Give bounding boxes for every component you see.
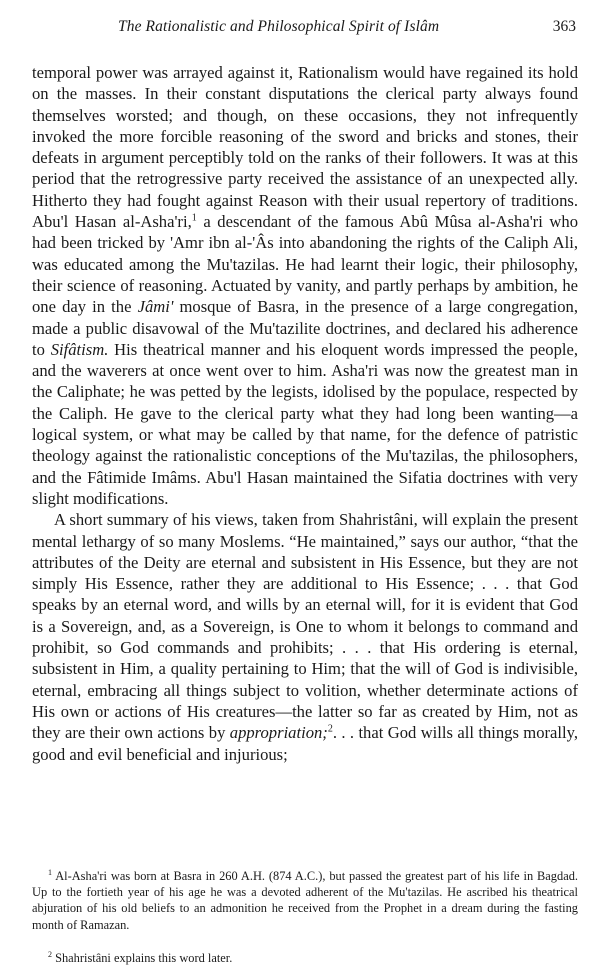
footnote-1 xyxy=(32,868,578,933)
paragraph-2-part-b: . . . that God wills all things morally, good and evil beneficial and injurious; xyxy=(32,723,578,764)
paragraph-1-part-c: mosque of Basra, in the presence of a large congregation, made a public disavowal of the Mu'tazilite doctrines, and declared his adherence to xyxy=(32,297,578,359)
book-page xyxy=(32,0,578,964)
term-jami: Jâmi' xyxy=(137,297,174,317)
paragraph-1-part-d: His theatrical manner and his eloquent words impressed the people, and the waverers at once went over to him. Asha'ri was now the greatest man in the Caliphate; he was petted by the legists, idolised by the populace, respected by the Caliph. He gave to the clerical party what they had long been wanting—a logical system, or what may be called by that name, for the defence of patristic theology against the rationalistic conceptions of the Mu'tazilas, the philosophers, and the Fâtimide Imâms. Abu'l Hasan maintained the Sifatia doctrines with very slight modifications. xyxy=(32,339,578,508)
footnote-2-text: Shahristâni explains this word later. xyxy=(52,950,233,965)
footnote-1-text: Al-Asha'ri was born at Basra in 260 A.H. (874 A.C.), but passed the greatest part of his life in Bagdad. Up to the fortieth year of his age he was a devoted adherent of the Mu'tazilas. He ascribed his theatrical abjuration of his old beliefs to an admonition he received from the Prophet in a dream during the fasting month of Ramazan. xyxy=(32,869,578,932)
footnotes xyxy=(32,868,578,966)
footnote-2-mark: 2 xyxy=(48,949,52,959)
paragraph-1-part-b: a descendant of the famous Abû Mûsa al-Asha'ri who had been tricked by 'Amr ibn al-'Âs into abandoning the rights of the Caliph Ali, was educated among the Mu'tazilas. He had learnt their logic, their philosophy, their science of reasoning. Actuated by vanity, and partly perhaps by ambition, he one day in the xyxy=(32,212,578,317)
footnote-ref-1: 1 xyxy=(191,212,197,224)
paragraph-1 xyxy=(32,62,578,509)
term-appropriation: appropriation; xyxy=(229,723,328,743)
paragraph-2-part-a: A short summary of his views, taken from Shahristâni, will explain the present mental lethargy of so many Moslems. “He maintained,” says our author, “that the attributes of the Deity are eternal and subsistent in His Essence, but they are not simply His Essence, rather they are additional to His Essence; . . . that God speaks by an eternal word, and wills by an eternal will, for it is evident that God is a Sovereign, and, as a Sovereign, is One to whom it belongs to command and prohibit, so God commands and prohibits; . . . that His ordering is eternal, subsistent in Him, a quality pertaining to Him; that the will of God is indivisible, eternal, embracing all things subject to volition, whether determinate actions of His own or actions of His creatures—the latter so far as created by Him, not as they are their own actions by xyxy=(32,510,578,743)
running-title: The Rationalistic and Philosophical Spirit of Islâm xyxy=(118,18,440,35)
term-sifatism: Sifâtism. xyxy=(50,339,109,359)
paragraph-2 xyxy=(32,509,578,765)
footnote-ref-2: 2 xyxy=(327,723,333,735)
footnote-1-mark: 1 xyxy=(48,867,52,877)
running-head xyxy=(32,18,578,40)
page-number: 363 xyxy=(552,18,576,35)
main-text xyxy=(32,62,578,765)
paragraph-1-part-a: temporal power was arrayed against it, Rationalism would have regained its hold on the masses. In their constant disputations the clerical party always found themselves worsted; and though, on these occasions, they not infrequently invoked the more forcible reasoning of the sword and bricks and stones, their defeats in argument perceptibly told on the ranks of their followers. It was at this period that the retrogressive party received the assistance of an unexpected ally. Hitherto they had fought against Reason with their usual repertory of traditions. Abu'l Hasan al-Asha'ri, xyxy=(32,63,578,232)
